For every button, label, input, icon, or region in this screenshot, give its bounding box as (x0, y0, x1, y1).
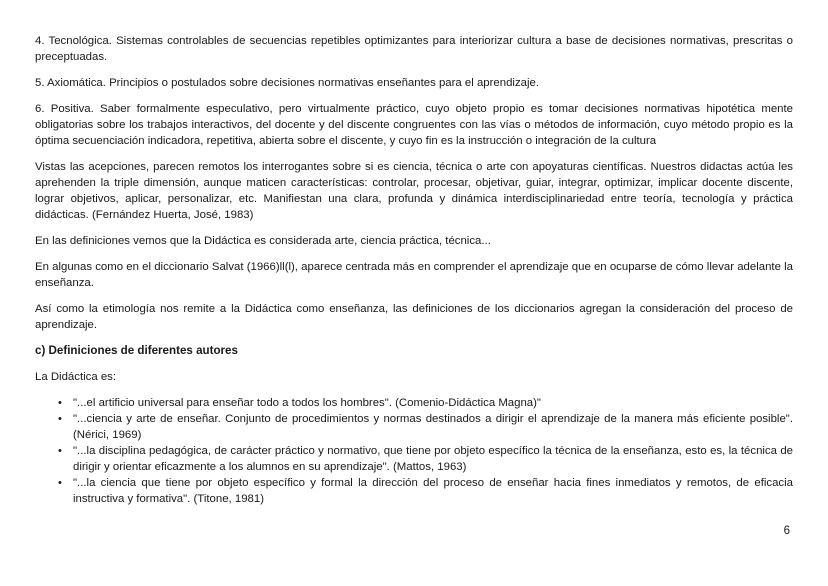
quote-item (58, 475, 793, 507)
quote-item (58, 395, 793, 411)
quote-item (58, 443, 793, 475)
quote-text: "...el artificio universal para enseñar todo a todos los hombres". (Comenio-Didáctica Magna)" (73, 397, 541, 409)
paragraph-salvat: En algunas como en el diccionario Salvat (1966)ll(l), aparece centrada más en comprender el aprendizaje que en ocuparse de cómo llevar adelante la enseñanza. (35, 261, 793, 289)
paragraph-positiva: 6. Positiva. Saber formalmente especulativo, pero virtualmente práctico, cuyo objeto propio es tomar decisiones normativas hipotética mente obligatorias sobre los trabajos interactivos, del docente y del discente congruentes con las vías o métodos de información, cuyo método propio es la óptima secuenciación indicadora, repetitiva, abierta sobre el discente, y cuyo fin es la instrucción o integración de la cultura (35, 103, 793, 147)
bullet-icon: • (58, 413, 62, 425)
bullet-icon: • (58, 445, 62, 457)
quote-text: "...ciencia y arte de enseñar. Conjunto de procedimientos y normas destinados a dirigir el aprendizaje de la manera más eficiente posible". (Nérici, 1969) (73, 413, 793, 441)
paragraph-vistas: Vistas las acepciones, parecen remotos los interrogantes sobre si es ciencia, técnica o arte con apoyaturas científicas. Nuestros didactas actúa les aprehenden la triple dimensión, aunque maticen características: controlar, procesar, objetivar, guiar, integrar, optimizar, implicar docente discente, lograr objetivos, aplicar, personalizar, etc. Manifiestan una clara, profunda y dinámica interdisciplinariedad entre teoría, tecnología y práctica didácticas. (Fernández Huerta, José, 1983) (35, 161, 793, 221)
quote-text: "...la ciencia que tiene por objeto específico y formal la dirección del proceso de enseñar hacia fines inmediatos y remotos, de eficacia instructiva y formativa". (Titone, 1981) (73, 477, 793, 505)
bullet-icon: • (58, 477, 62, 489)
quote-item (58, 411, 793, 443)
section-heading: c) Definiciones de diferentes autores (35, 344, 238, 357)
section-intro: La Didáctica es: (35, 371, 117, 383)
quote-list (35, 395, 793, 507)
paragraph-definiciones: En las definiciones vemos que la Didáctica es considerada arte, ciencia práctica, técnica... (35, 235, 491, 247)
page-number: 6 (783, 525, 790, 537)
bullet-icon: • (58, 397, 62, 409)
document-page (35, 33, 793, 507)
paragraph-etimologia: Así como la etimología nos remite a la Didáctica como enseñanza, las definiciones de los diccionarios agregan la consideración del proceso de aprendizaje. (35, 303, 793, 331)
paragraph-axiomatica: 5. Axiomática. Principios o postulados sobre decisiones normativas enseñantes para el aprendizaje. (35, 77, 540, 89)
paragraph-tecnologica: 4. Tecnológica. Sistemas controlables de secuencias repetibles optimizantes para interiorizar cultura a base de decisiones normativas, prescritas o preceptuadas. (35, 35, 793, 63)
quote-text: "...la disciplina pedagógica, de carácter práctico y normativo, que tiene por objeto específico la técnica de la enseñanza, esto es, la técnica de dirigir y orientar eficazmente a los alumnos en su aprendizaje". (Mattos, 1963) (73, 445, 793, 473)
